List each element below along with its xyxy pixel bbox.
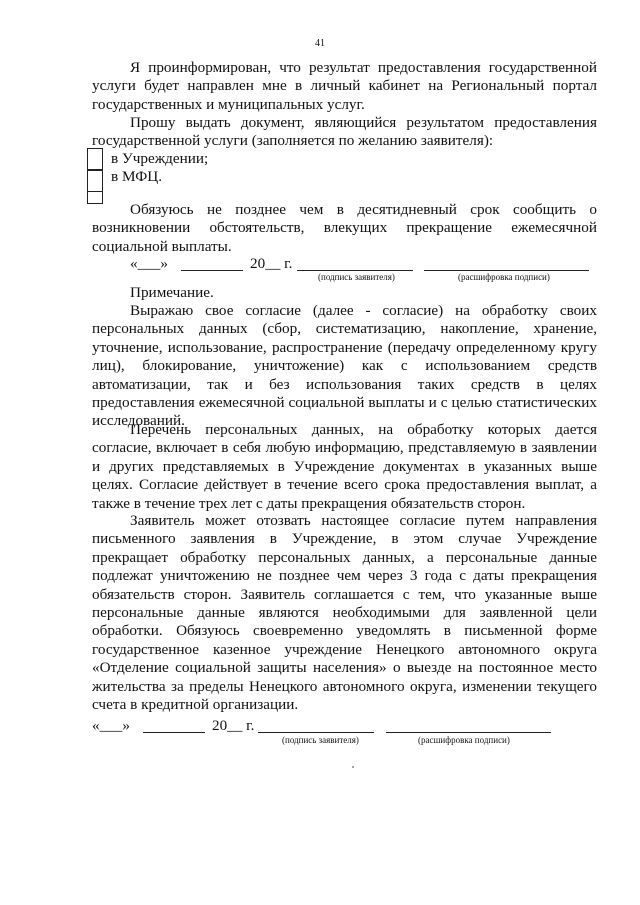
scan-speck [352, 766, 354, 768]
signature-line-2[interactable] [258, 732, 374, 733]
checkbox-institution[interactable] [87, 148, 103, 170]
date-month-line-1[interactable] [181, 270, 243, 271]
decoding-line-1[interactable] [424, 270, 589, 271]
signature-line-1[interactable] [297, 270, 413, 271]
checkbox-mfc[interactable] [87, 170, 103, 192]
date-month-line-2[interactable] [143, 732, 205, 733]
caption-decoding-1: (расшифровка подписи) [458, 272, 550, 282]
option-institution-label: в Учреждении; [111, 150, 209, 167]
paragraph-data-list: Перечень персональных данных, на обработку которых дается согласие, включает в себя любую информацию, представляемую в заявлении и других представляемых в Учреждение документах в указанных выше целях. Согласие действует в течение всего срока предоставления выплат, а также в течение трех лет с даты прекращения обязательств сторон. [92, 421, 597, 512]
caption-signature-2: (подпись заявителя) [282, 735, 359, 745]
note-title: Примечание. [130, 284, 214, 301]
date-year-1: 20__ г. [250, 255, 293, 272]
paragraph-request: Прошу выдать документ, являющийся результатом предоставления государственной услуги (заполняется по желанию заявителя): [92, 114, 597, 150]
paragraph-obligation: Обязуюсь не позднее чем в десятидневный срок сообщить о возникновении обстоятельств, влекущих прекращение ежемесячной социальной выплаты. [92, 201, 597, 255]
paragraph-informed: Я проинформирован, что результат предоставления государственной услуги будет направлен мне в личный кабинет на Региональный портал государственных и муниципальных услуг. [92, 59, 597, 113]
date-quote-2: «___» [92, 717, 130, 734]
decoding-line-2[interactable] [386, 732, 551, 733]
date-quote-1: «___» [130, 255, 168, 272]
paragraph-withdraw: Заявитель может отозвать настоящее согласие путем направления письменного заявления в Учреждение, в этом случае Учреждение прекращает обработку персональных данных, а персональные данные подлежат уничтожению не позднее чем через 3 года с даты прекращения обязательств сторон. Заявитель соглашается с тем, что указанные выше персональные данные являются необходимыми для заявленной цели обработки. Обязуюсь своевременно уведомлять в письменной форме государственное казенное учреждение Ненецкого автономного округа «Отделение социальной защиты населения» о выезде на постоянное место жительства за пределы Ненецкого автономного округа, изменении текущего счета в кредитной организации. [92, 512, 597, 714]
paragraph-consent: Выражаю свое согласие (далее - согласие) на обработку своих персональных данных (сбор, систематизацию, накопление, хранение, уточнение, использование, распространение (передачу определенному кругу лиц), блокирование, уничтожение) как с использованием средств автоматизации, так и без использования таких средств в целях предоставления ежемесячной социальной выплаты и с целью статистических исследований. [92, 302, 597, 430]
caption-decoding-2: (расшифровка подписи) [418, 735, 510, 745]
caption-signature-1: (подпись заявителя) [318, 272, 395, 282]
date-year-2: 20__ г. [212, 717, 255, 734]
option-mfc-label: в МФЦ. [111, 168, 163, 185]
page-number: 41 [315, 38, 325, 49]
